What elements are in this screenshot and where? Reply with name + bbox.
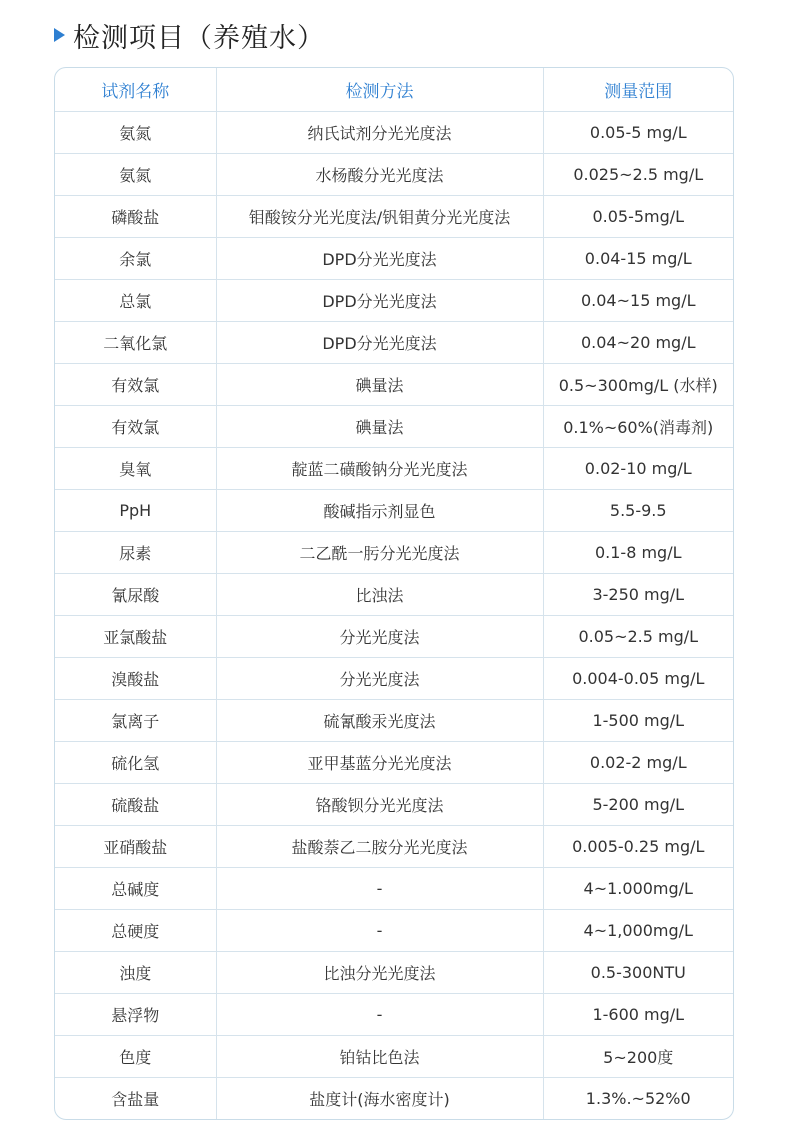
cell-reagent-name: 臭氧 [55, 448, 216, 490]
cell-reagent-name: 磷酸盐 [55, 196, 216, 238]
cell-reagent-name: 氰尿酸 [55, 574, 216, 616]
cell-measurement-range: 0.05~2.5 mg/L [543, 616, 733, 658]
cell-detection-method: 盐度计(海水密度计) [216, 1078, 543, 1120]
table-row [55, 952, 733, 994]
cell-measurement-range: 0.025~2.5 mg/L [543, 154, 733, 196]
cell-detection-method: 酸碱指示剂显色 [216, 490, 543, 532]
cell-detection-method: 分光光度法 [216, 616, 543, 658]
cell-measurement-range: 4~1,000mg/L [543, 910, 733, 952]
cell-measurement-range: 0.02-10 mg/L [543, 448, 733, 490]
table-header-row [55, 68, 733, 112]
cell-measurement-range: 0.004-0.05 mg/L [543, 658, 733, 700]
table-row [55, 868, 733, 910]
cell-reagent-name: 总碱度 [55, 868, 216, 910]
page-title: 检测项目（养殖水） [73, 22, 325, 54]
cell-reagent-name: 有效氯 [55, 406, 216, 448]
cell-reagent-name: 氨氮 [55, 154, 216, 196]
section-header [54, 16, 325, 54]
cell-reagent-name: 亚硝酸盐 [55, 826, 216, 868]
table-row [55, 742, 733, 784]
cell-reagent-name: 余氯 [55, 238, 216, 280]
table-row [55, 112, 733, 154]
cell-measurement-range: 1-500 mg/L [543, 700, 733, 742]
cell-detection-method: 铬酸钡分光光度法 [216, 784, 543, 826]
cell-reagent-name: 二氧化氯 [55, 322, 216, 364]
detection-table-container [54, 67, 734, 1120]
cell-reagent-name: 有效氯 [55, 364, 216, 406]
cell-detection-method: DPD分光光度法 [216, 238, 543, 280]
cell-measurement-range: 0.04~15 mg/L [543, 280, 733, 322]
cell-measurement-range: 5~200度 [543, 1036, 733, 1078]
header-detection-method: 检测方法 [216, 68, 543, 112]
cell-measurement-range: 5.5-9.5 [543, 490, 733, 532]
cell-detection-method: - [216, 994, 543, 1036]
cell-detection-method: 铂钴比色法 [216, 1036, 543, 1078]
table-row [55, 238, 733, 280]
cell-measurement-range: 0.05-5 mg/L [543, 112, 733, 154]
cell-detection-method: 靛蓝二磺酸钠分光光度法 [216, 448, 543, 490]
cell-reagent-name: 溴酸盐 [55, 658, 216, 700]
cell-measurement-range: 3-250 mg/L [543, 574, 733, 616]
cell-detection-method: DPD分光光度法 [216, 322, 543, 364]
cell-measurement-range: 0.04-15 mg/L [543, 238, 733, 280]
cell-measurement-range: 0.05-5mg/L [543, 196, 733, 238]
cell-measurement-range: 1-600 mg/L [543, 994, 733, 1036]
cell-measurement-range: 0.04~20 mg/L [543, 322, 733, 364]
table-row [55, 616, 733, 658]
cell-reagent-name: 尿素 [55, 532, 216, 574]
table-row [55, 784, 733, 826]
table-row [55, 574, 733, 616]
cell-detection-method: 钼酸铵分光光度法/钒钼黄分光光度法 [216, 196, 543, 238]
table-row [55, 448, 733, 490]
table-row [55, 280, 733, 322]
table-row [55, 532, 733, 574]
header-measurement-range: 测量范围 [543, 68, 733, 112]
table-row [55, 490, 733, 532]
table-row [55, 154, 733, 196]
cell-measurement-range: 0.1-8 mg/L [543, 532, 733, 574]
table-row [55, 322, 733, 364]
table-row [55, 1078, 733, 1120]
table-row [55, 406, 733, 448]
cell-measurement-range: 0.5~300mg/L (水样) [543, 364, 733, 406]
cell-reagent-name: 含盐量 [55, 1078, 216, 1120]
cell-detection-method: 碘量法 [216, 406, 543, 448]
table-row [55, 994, 733, 1036]
cell-measurement-range: 0.005-0.25 mg/L [543, 826, 733, 868]
cell-detection-method: 碘量法 [216, 364, 543, 406]
cell-reagent-name: 硫化氢 [55, 742, 216, 784]
cell-reagent-name: 总氯 [55, 280, 216, 322]
cell-measurement-range: 5-200 mg/L [543, 784, 733, 826]
cell-detection-method: 纳氏试剂分光光度法 [216, 112, 543, 154]
cell-detection-method: 比浊法 [216, 574, 543, 616]
cell-detection-method: 亚甲基蓝分光光度法 [216, 742, 543, 784]
cell-detection-method: 硫氰酸汞光度法 [216, 700, 543, 742]
cell-reagent-name: 氨氮 [55, 112, 216, 154]
cell-detection-method: 比浊分光光度法 [216, 952, 543, 994]
cell-reagent-name: 悬浮物 [55, 994, 216, 1036]
cell-detection-method: - [216, 910, 543, 952]
detection-table [55, 68, 733, 1119]
table-row [55, 1036, 733, 1078]
table-row [55, 196, 733, 238]
table-row [55, 910, 733, 952]
cell-reagent-name: 氯离子 [55, 700, 216, 742]
cell-reagent-name: 总硬度 [55, 910, 216, 952]
cell-measurement-range: 0.1%~60%(消毒剂) [543, 406, 733, 448]
cell-measurement-range: 0.02-2 mg/L [543, 742, 733, 784]
cell-detection-method: 分光光度法 [216, 658, 543, 700]
cell-detection-method: 盐酸萘乙二胺分光光度法 [216, 826, 543, 868]
header-reagent-name: 试剂名称 [55, 68, 216, 112]
table-row [55, 826, 733, 868]
cell-measurement-range: 4~1.000mg/L [543, 868, 733, 910]
cell-reagent-name: 硫酸盐 [55, 784, 216, 826]
cell-reagent-name: 亚氯酸盐 [55, 616, 216, 658]
cell-detection-method: 二乙酰一肟分光光度法 [216, 532, 543, 574]
table-body [55, 112, 733, 1120]
cell-detection-method: DPD分光光度法 [216, 280, 543, 322]
cell-detection-method: 水杨酸分光光度法 [216, 154, 543, 196]
cell-reagent-name: PpH [55, 490, 216, 532]
cell-measurement-range: 1.3%.~52%0 [585, 1089, 691, 1108]
cell-reagent-name: 色度 [55, 1036, 216, 1078]
table-row [55, 364, 733, 406]
cell-reagent-name: 浊度 [55, 952, 216, 994]
table-row [55, 700, 733, 742]
table-row [55, 658, 733, 700]
triangle-right-icon [54, 28, 65, 42]
cell-measurement-range: 0.5-300NTU [543, 952, 733, 994]
cell-detection-method: - [216, 868, 543, 910]
